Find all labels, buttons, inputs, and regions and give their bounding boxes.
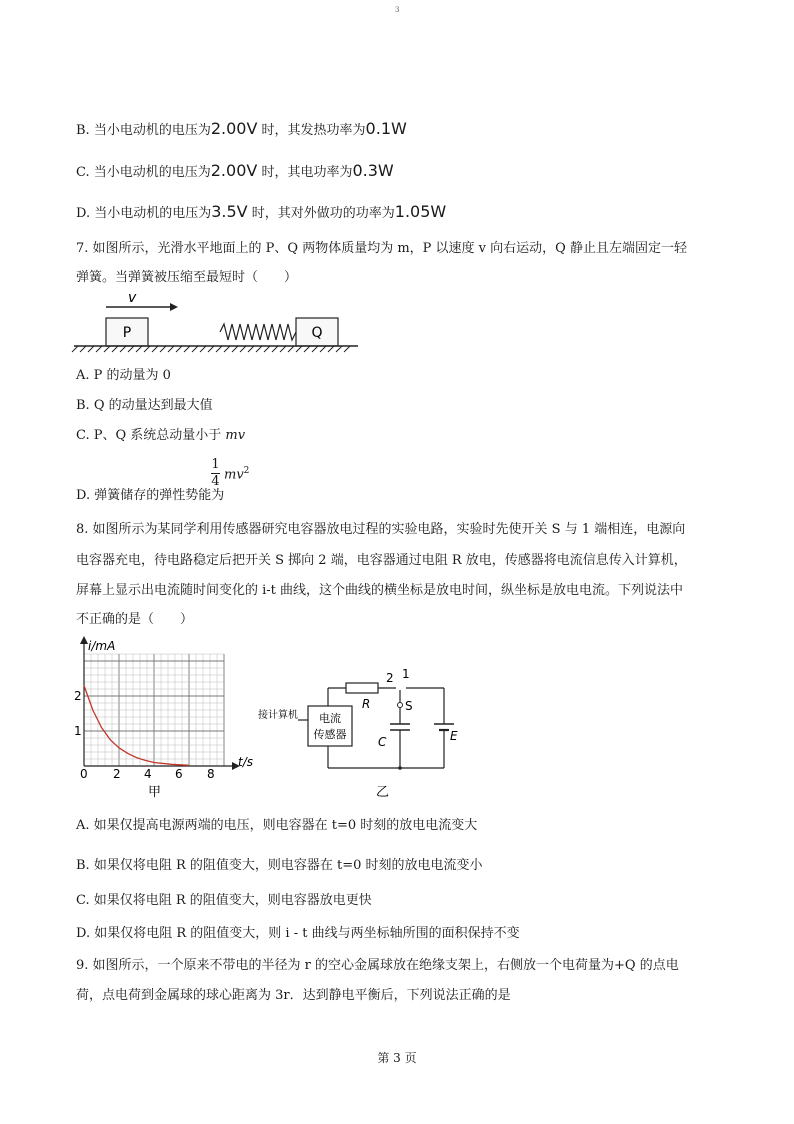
q6-b-text: B. 当小电动机的电压为: [76, 123, 211, 138]
hatch-stroke: [168, 346, 174, 352]
hatch-stroke: [304, 346, 310, 352]
hatch-stroke: [224, 346, 230, 352]
hatch-stroke: [176, 346, 182, 352]
q6-option-d: [76, 202, 446, 224]
hatch-stroke: [96, 346, 102, 352]
switch-pivot: [398, 703, 403, 708]
x-tick-label: 4: [144, 767, 152, 781]
capacitor-label: C: [378, 735, 387, 749]
q7-d-formula: [211, 458, 220, 489]
hatch-stroke: [200, 346, 206, 352]
hatch-stroke: [248, 346, 254, 352]
hatch-stroke: [88, 346, 94, 352]
graph-caption: 甲: [148, 785, 162, 800]
hatch-stroke: [328, 346, 334, 352]
sensor-label-line2: 传感器: [313, 728, 347, 741]
q8-option-a: A. 如果仅提高电源两端的电压，则电容器在 t=0 时刻的放电电流变大: [76, 818, 478, 833]
circuit-diagram: [252, 664, 472, 804]
q7-option-c: [76, 426, 245, 446]
q6-b-voltage: 2.00V: [210, 119, 258, 138]
q6-d-voltage: 3.5V: [211, 202, 248, 221]
switch-label: S: [405, 699, 413, 713]
page-header-mark: 3: [395, 6, 400, 14]
q9-stem-line1: 9. 如图所示，一个原来不带电的半径为 r 的空心金属球放在绝缘支架上，右侧放一个电荷量为+Q 的点电: [76, 958, 679, 973]
hatch-stroke: [336, 346, 342, 352]
x-tick-label: 6: [175, 767, 183, 781]
q6-b-power: 0.1W: [365, 119, 407, 138]
q7-option-b: B. Q 的动量达到最大值: [76, 398, 213, 413]
hatch-stroke: [232, 346, 238, 352]
velocity-arrowhead: [170, 303, 178, 311]
q7-d-exponent: 2: [243, 466, 250, 476]
hatch-stroke: [104, 346, 110, 352]
computer-label: 接计算机: [258, 710, 298, 721]
y-axis-arrow: [80, 636, 88, 644]
y-tick-label: 2: [74, 689, 82, 703]
q7-option-a: A. P 的动量为 0: [76, 368, 171, 383]
q7-c-momentum: mv: [225, 428, 246, 443]
hatch-stroke: [256, 346, 262, 352]
hatch-stroke: [192, 346, 198, 352]
q7-c-text: C. P、Q 系统总动量小于: [76, 428, 226, 443]
graph-grid: [84, 654, 224, 766]
hatch-stroke: [136, 346, 142, 352]
hatch-stroke: [344, 346, 350, 352]
hatch-stroke: [72, 346, 78, 352]
hatch-stroke: [184, 346, 190, 352]
x-axis-label: t/s: [238, 755, 253, 769]
q6-b-mid: 时，其发热功率为: [257, 123, 366, 138]
q9-stem-line2: 荷，点电荷到金属球的球心距离为 3r．达到静电平衡后，下列说法正确的是: [76, 988, 511, 1003]
page-footer: 第 3 页: [377, 1051, 417, 1065]
hatch-stroke: [152, 346, 158, 352]
block-q-label: Q: [311, 325, 323, 341]
hatch-stroke: [112, 346, 118, 352]
q7-stem-line2: 弹簧。当弹簧被压缩至最短时（ ）: [76, 270, 298, 285]
q8-option-b: B. 如果仅将电阻 R 的阻值变大，则电容器在 t=0 时刻的放电电流变小: [76, 858, 483, 873]
it-graph: [66, 636, 260, 802]
hatch-stroke: [160, 346, 166, 352]
q8-stem-line1: 8. 如图所示为某同学利用传感器研究电容器放电过程的实验电路，实验时先使开关 S 与 1 端相连，电源向: [76, 522, 686, 537]
q7-stem-line1: 7. 如图所示，光滑水平地面上的 P、Q 两物体质量均为 m，P 以速度 v 向右运动，Q 静止且左端固定一轻: [76, 241, 687, 256]
battery-label: E: [450, 729, 458, 743]
hatch-stroke: [312, 346, 318, 352]
x-tick-label: 0: [80, 767, 88, 781]
q7-d-mv2: [224, 466, 249, 482]
ground-hatch: [72, 346, 350, 352]
q8-stem-line4: 不正确的是（ ）: [76, 612, 194, 627]
discharge-curve: [84, 686, 189, 766]
fraction-numerator: 1: [211, 457, 220, 472]
q7-d-mv: mv: [224, 467, 244, 483]
q7-option-d: [76, 486, 224, 506]
q6-d-text: D. 当小电动机的电压为: [76, 206, 212, 221]
x-tick-label: 8: [207, 767, 215, 781]
q6-c-power: 0.3W: [352, 161, 394, 180]
resistor-r: [346, 683, 378, 693]
q6-c-mid: 时，其电功率为: [257, 165, 353, 180]
port-2-label: 2: [386, 671, 394, 685]
q8-stem-line2: 电容器充电，待电路稳定后把开关 S 掷向 2 端，电容器通过电阻 R 放电，传感器将电流信息传入计算机，: [76, 553, 687, 568]
hatch-stroke: [280, 346, 286, 352]
hatch-stroke: [320, 346, 326, 352]
hatch-stroke: [120, 346, 126, 352]
q6-c-voltage: 2.00V: [210, 161, 258, 180]
circuit-caption: 乙: [376, 785, 390, 800]
q7-d-text: D. 弹簧储存的弹性势能为: [76, 488, 225, 503]
hatch-stroke: [272, 346, 278, 352]
y-tick-label: 1: [74, 724, 82, 738]
spring: [220, 324, 296, 340]
q8-option-c: C. 如果仅将电阻 R 的阻值变大，则电容器放电更快: [76, 893, 372, 908]
fraction-denominator: 4: [211, 474, 220, 489]
velocity-label: v: [128, 290, 137, 306]
y-axis-label: i/mA: [88, 639, 116, 653]
block-p-label: P: [122, 325, 132, 341]
hatch-stroke: [264, 346, 270, 352]
hatch-stroke: [144, 346, 150, 352]
q8-stem-line3: 屏幕上显示出电流随时间变化的 i-t 曲线，这个曲线的横坐标是放电时间，纵坐标是放电电流。下列说法中: [76, 583, 684, 598]
hatch-stroke: [240, 346, 246, 352]
q7-figure: [70, 288, 370, 354]
hatch-stroke: [296, 346, 302, 352]
hatch-stroke: [208, 346, 214, 352]
x-tick-label: 2: [113, 767, 121, 781]
q6-option-b: [76, 119, 407, 141]
sensor-label-line1: 电流: [319, 712, 341, 725]
hatch-stroke: [216, 346, 222, 352]
q6-c-text: C. 当小电动机的电压为: [76, 165, 211, 180]
q6-d-power: 1.05W: [394, 202, 447, 221]
port-1-label: 1: [402, 667, 410, 681]
hatch-stroke: [288, 346, 294, 352]
q8-option-d: D. 如果仅将电阻 R 的阻值变大，则 i - t 曲线与两坐标轴所围的面积保持不变: [76, 926, 520, 941]
hatch-stroke: [128, 346, 134, 352]
q6-d-mid: 时，其对外做功的功率为: [247, 206, 395, 221]
q6-option-c: [76, 161, 394, 183]
resistor-label: R: [362, 697, 371, 711]
hatch-stroke: [80, 346, 86, 352]
